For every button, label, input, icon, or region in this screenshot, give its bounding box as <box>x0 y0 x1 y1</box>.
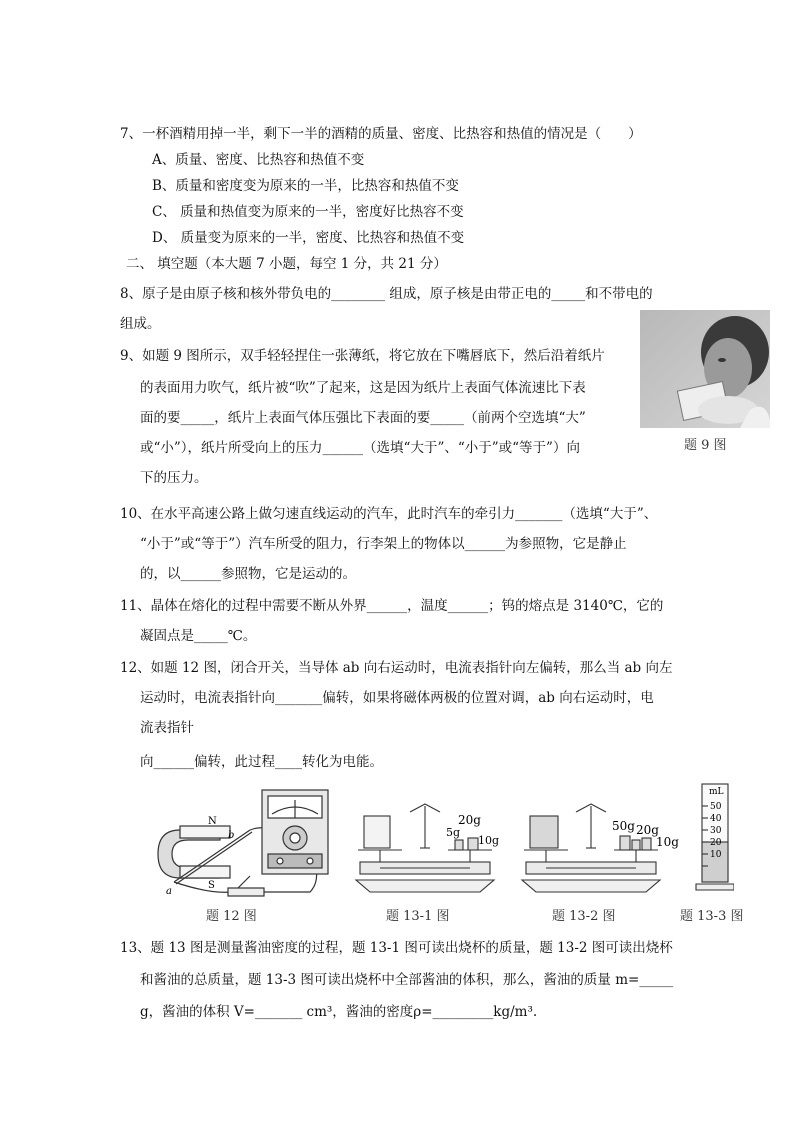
fig12-caption: 题 12 图 <box>206 909 257 924</box>
fig13-2-weight-b: 20g <box>636 823 659 837</box>
fig12-circuit <box>150 782 335 900</box>
q7-option-a: A、质量、密度、比热容和热值不变 <box>152 152 365 168</box>
q10-line-1: 10、在水平高速公路上做匀速直线运动的汽车，此时汽车的牵引力_______（选填“大于”、 <box>120 506 658 522</box>
section-heading: 二、 填空题（本大题 7 小题，每空 1 分，共 21 分） <box>126 256 447 272</box>
q9-line-2: 的表面用力吹气，纸片被“吹”了起来，这是因为纸片上表面气体流速比下表 <box>140 380 586 396</box>
fig13-1-weight-c: 10g <box>478 834 500 847</box>
q13-line-2: 和酱油的总质量，题 13-3 图可读出烧杯中全部酱油的体积，那么，酱油的质量 m=_____ <box>140 972 674 988</box>
cylinder-mark-10: 10 <box>710 850 722 860</box>
fig13-2-weight-a: 50g <box>612 819 635 833</box>
fig13-2-balance <box>516 800 681 900</box>
fig13-3-cylinder <box>694 780 734 892</box>
fig13-1-caption: 题 13-1 图 <box>386 909 450 924</box>
cylinder-mark-40: 40 <box>710 814 722 824</box>
q11-line-2: 凝固点是_____℃。 <box>140 628 257 644</box>
cylinder-unit: mL <box>709 787 724 797</box>
q13-line-3: g，酱油的体积 V=_______ cm³，酱油的密度ρ=_________kg/m³. <box>140 1004 538 1020</box>
fig12-label-b: b <box>228 830 235 841</box>
fig13-1-weight-b: 5g <box>446 826 461 839</box>
fig12-label-a: a <box>166 886 172 897</box>
fig13-2-caption: 题 13-2 图 <box>552 909 616 924</box>
q7-stem: 7、一杯酒精用掉一半，剩下一半的酒精的质量、密度、比热容和热值的情况是（ ） <box>120 126 642 142</box>
fig13-2-weight-c: 10g <box>656 835 679 849</box>
fig9-caption: 题 9 图 <box>684 438 727 453</box>
q12-line-1: 12、如题 12 图，闭合开关，当导体 ab 向右运动时，电流表指针向左偏转，那么当 ab 向左 <box>120 660 673 676</box>
q10-line-3: 的，以______参照物，它是运动的。 <box>140 566 356 582</box>
fig12-label-n: N <box>208 816 217 827</box>
cylinder-mark-50: 50 <box>710 802 722 812</box>
q7-option-c: C、 质量和热值变为原来的一半，密度好比热容不变 <box>152 204 464 220</box>
q13-line-1: 13、题 13 图是测量酱油密度的过程，题 13-1 图可读出烧杯的质量，题 13-2 图可读出烧杯 <box>120 940 673 956</box>
fig12-label-s: S <box>208 880 215 891</box>
fig13-1-weight-a: 20g <box>458 813 481 827</box>
q12-line-2: 运动时，电流表指针向_______偏转，如果将磁体两极的位置对调，ab 向右运动时，电 <box>140 690 654 706</box>
fig13-1-balance <box>350 800 500 900</box>
q11-line-1: 11、晶体在熔化的过程中需要不断从外界______，温度______；钨的熔点是 3140℃，它的 <box>120 598 664 614</box>
q9-line-4: 或“小”），纸片所受向上的压力______（选填“大于”、“小于”或“等于”）向 <box>140 440 580 456</box>
q7-option-d: D、 质量变为原来的一半，密度、比热容和热值不变 <box>152 230 465 246</box>
q9-line-5: 下的压力。 <box>140 470 208 486</box>
q12-line-4: 向______偏转，此过程____转化为电能。 <box>140 754 383 770</box>
cylinder-mark-30: 30 <box>710 826 722 836</box>
q12-line-3: 流表指针 <box>140 720 194 736</box>
q7-option-b: B、质量和密度变为原来的一半，比热容和热值不变 <box>152 178 459 194</box>
cylinder-mark-20: 20 <box>710 838 722 848</box>
q9-line-1: 9、如题 9 图所示，双手轻轻捏住一张薄纸，将它放在下嘴唇底下，然后沿着纸片 <box>120 348 605 364</box>
q9-line-3: 面的要_____，纸片上表面气体压强比下表面的要_____（前两个空选填“大” <box>140 410 586 426</box>
q10-line-2: “小于”或“等于”）汽车所受的阻力，行李架上的物体以______为参照物，它是静止 <box>140 536 627 552</box>
q8-line-1: 8、原子是由原子核和核外带负电的________ 组成，原子核是由带正电的_____和不带电的 <box>120 286 653 302</box>
fig13-3-caption: 题 13-3 图 <box>680 909 744 924</box>
q8-line-2: 组成。 <box>120 316 161 332</box>
fig9-photo <box>640 310 770 428</box>
